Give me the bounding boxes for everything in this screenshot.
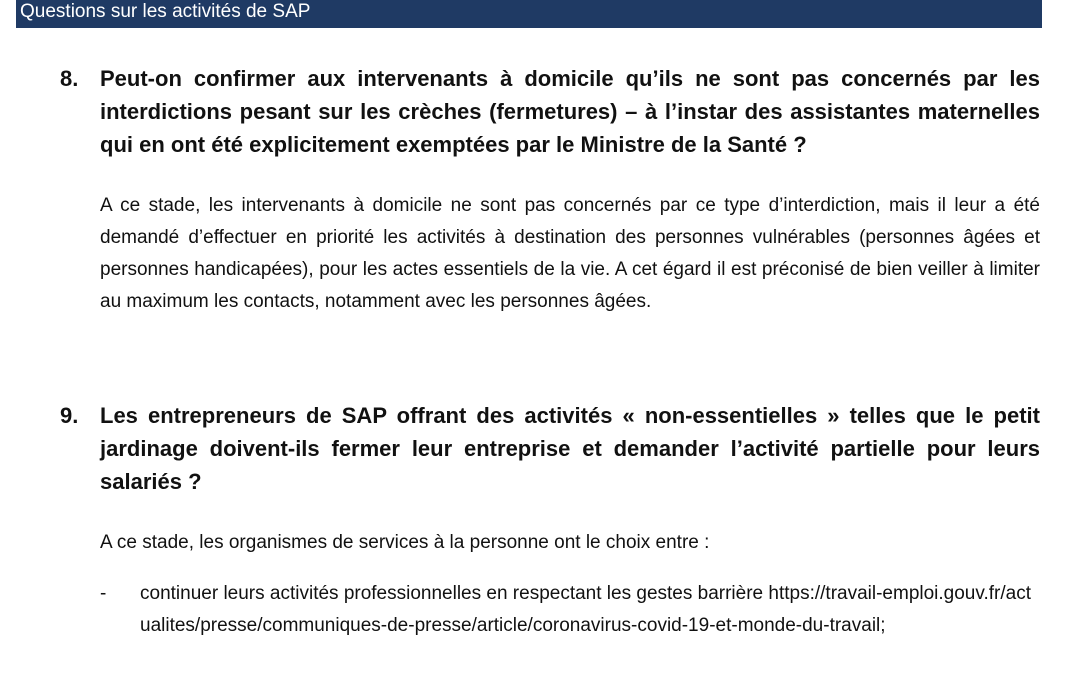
question-text: Peut-on confirmer aux intervenants à domicile qu’ils ne sont pas concernés par les interdictions pesant sur les crèches (fermetures) – à l’instar des assistantes maternelles qui en ont été explicitement exemptées par le Ministre de la Santé ? [100,66,1040,157]
question-number: 8. [60,66,79,91]
question-text: Les entrepreneurs de SAP offrant des activités « non-essentielles » telles que le petit jardinage doivent-ils fermer leur entreprise et demander l’activité partielle pour leurs salariés ? [100,403,1040,494]
question-number: 9. [60,403,79,428]
question-9 [60,399,1040,499]
answer-8: A ce stade, les intervenants à domicile ne sont pas concernés par ce type d’interdiction, mais il leur a été demandé d’effectuer en priorité les activités à destination des personnes vulnérables (personnes âgées et personnes handicapées), pour les actes essentiels de la vie. A cet égard il est préconisé de bien veiller à limiter au maximum les contacts, notamment avec les personnes âgées. [100,195,1040,312]
bullet-dash: - [100,583,107,604]
question-8 [60,62,1040,162]
section-title: Questions sur les activités de SAP [20,1,311,22]
bullet-text: continuer leurs activités professionnelles en respectant les gestes barrière https://travail-emploi.gouv.fr/actualites/presse/communiques-de-presse/article/coronavirus-covid-19-et-monde-du-travail; [140,583,1031,636]
section-header [16,0,1042,28]
answer-9: A ce stade, les organismes de services à la personne ont le choix entre : [100,532,710,553]
